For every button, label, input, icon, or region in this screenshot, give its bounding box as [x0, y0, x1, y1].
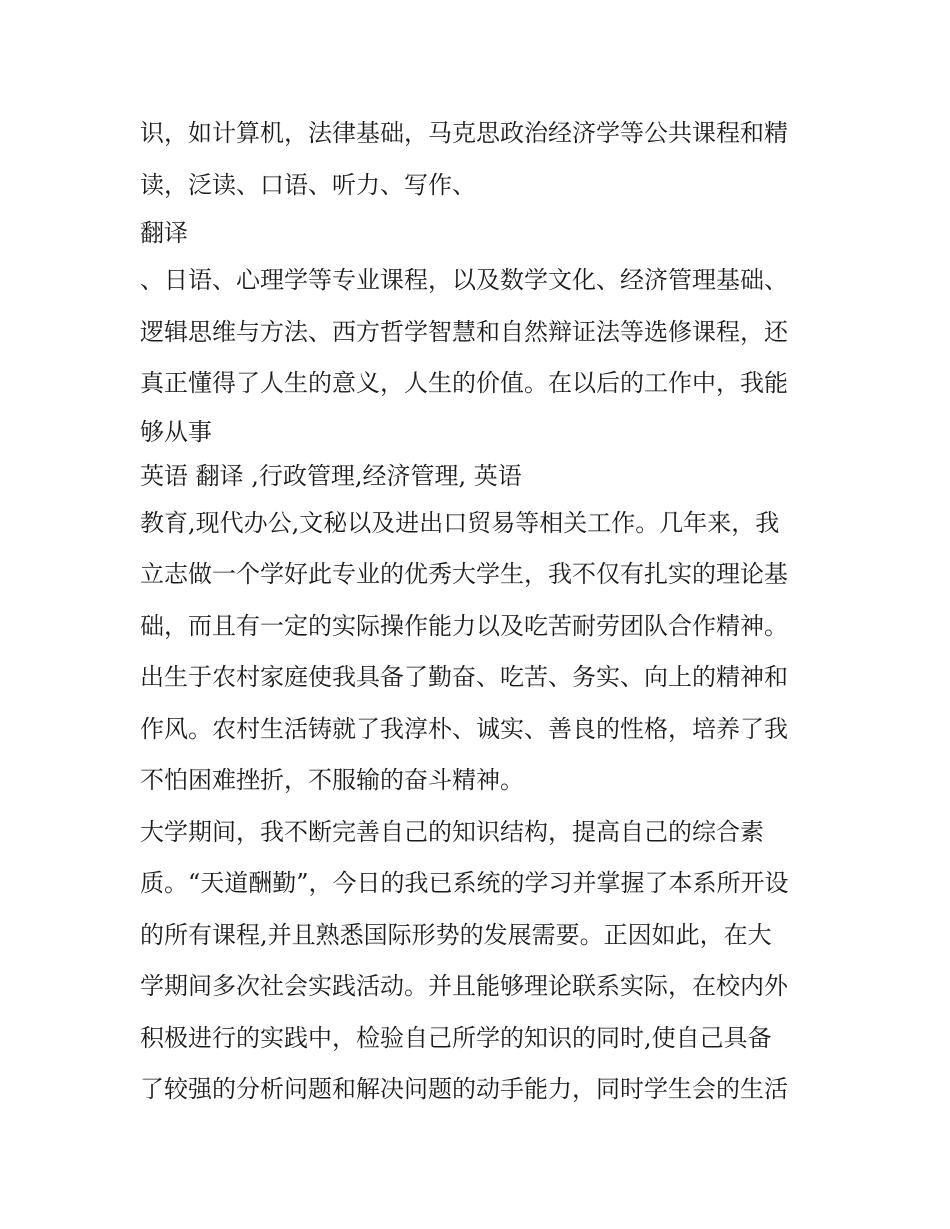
document-body	[140, 108, 820, 1116]
text-line: 不怕困难挫折，不服输的奋斗精神。	[140, 766, 524, 794]
text-line: 的所有课程,并且熟悉国际形势的发展需要。正因如此，在大	[140, 920, 772, 949]
text-line: 出生于农村家庭使我具备了勤奋、吃苦、务实、向上的精神和	[140, 663, 788, 691]
text-line: 够从事	[140, 417, 212, 446]
text-line: 质。“天道酬勤”，今日的我已系统的学习并掌握了本系所开设	[140, 869, 789, 897]
text-line: 大学期间，我不断完善自己的知识结构，提高自己的综合素	[140, 817, 764, 846]
text-line: 础，而且有一定的实际操作能力以及吃苦耐劳团队合作精神。	[140, 611, 788, 640]
text-line: 英语 翻译 ,行政管理,经济管理, 英语	[140, 461, 522, 490]
text-line: 立志做一个学好此专业的优秀大学生，我不仅有扎实的理论基	[140, 560, 788, 588]
text-line: 学期间多次社会实践活动。并且能够理论联系实际，在校内外	[140, 972, 788, 1000]
text-line: 作风。农村生活铸就了我淳朴、诚实、善良的性格，培养了我	[140, 714, 788, 743]
text-line: 了较强的分析问题和解决问题的动手能力，同时学生会的生活	[140, 1075, 788, 1103]
text-line: 识，如计算机，法律基础，马克思政治经济学等公共课程和精	[140, 119, 788, 147]
text-line: 真正懂得了人生的意义，人生的价值。在以后的工作中，我能	[140, 369, 788, 397]
text-line: 教育,现代办公,文秘以及进出口贸易等相关工作。几年来，我	[140, 508, 780, 537]
text-line: 翻译	[140, 219, 188, 247]
text-line: 积极进行的实践中，检验自己所学的知识的同时,使自己具备	[140, 1023, 772, 1052]
text-line: 读，泛读、口语、听力、写作、	[140, 170, 476, 199]
text-line: 逻辑思维与方法、西方哲学智慧和自然辩证法等选修课程，还	[140, 317, 788, 346]
text-line: 、日语、心理学等专业课程，以及数学文化、经济管理基础、	[140, 266, 788, 294]
